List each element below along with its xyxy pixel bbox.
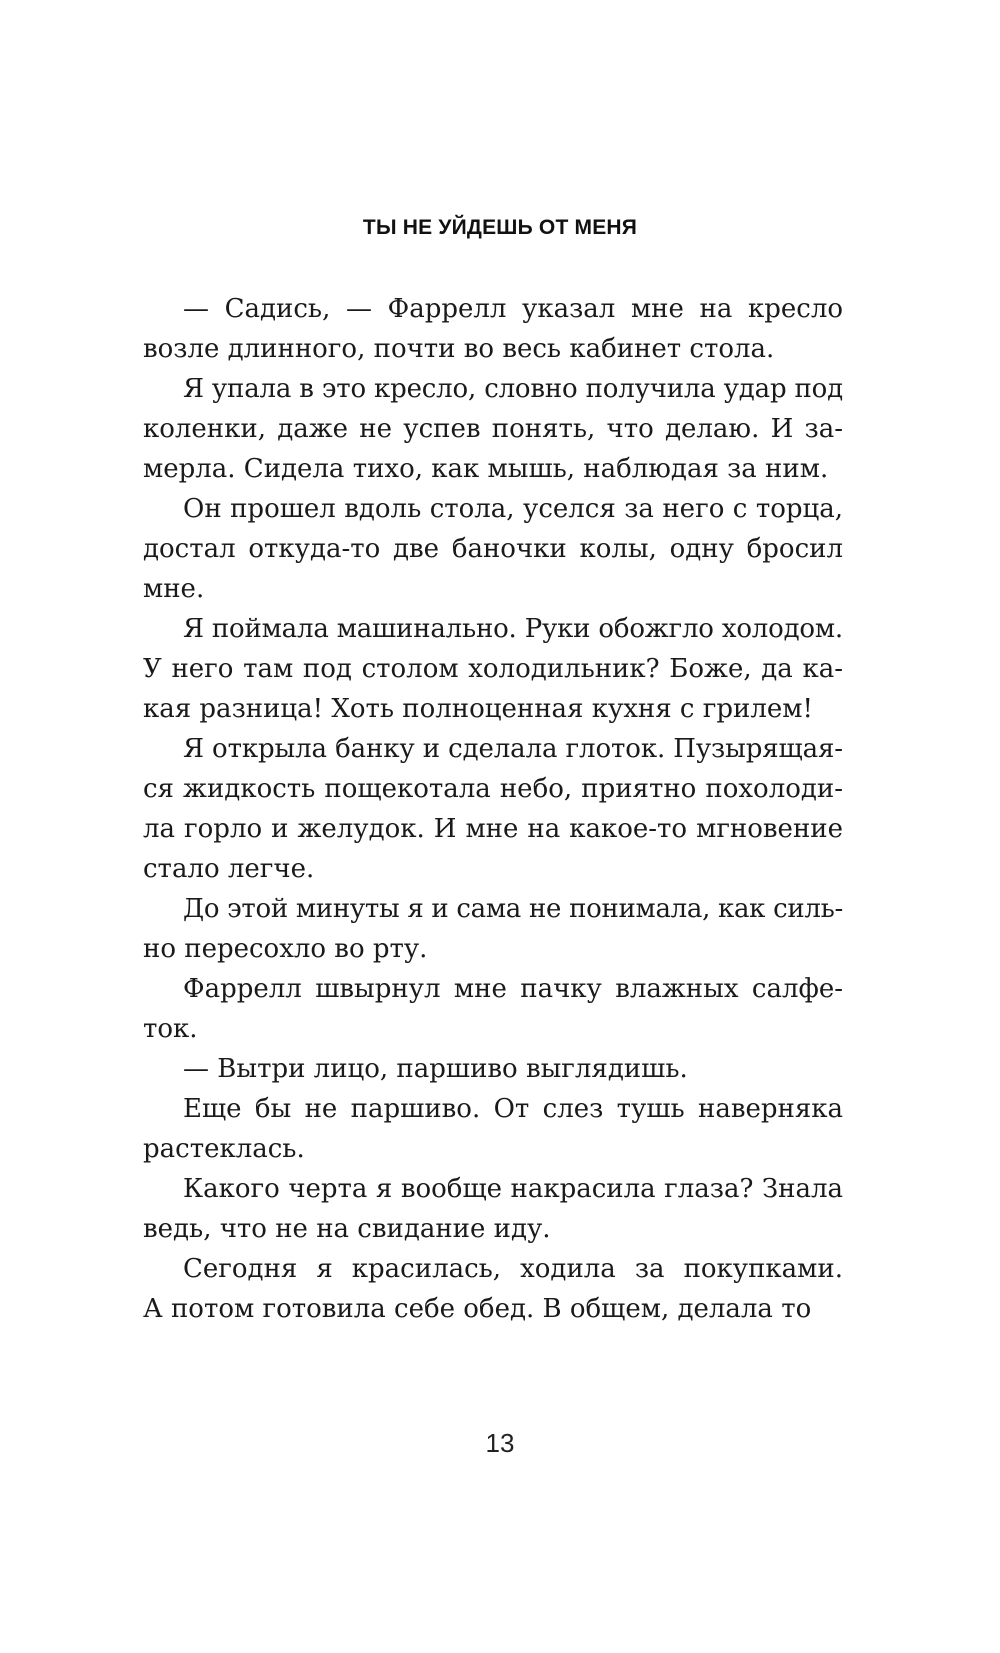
text-line: — Садись, — Фаррелл указал мне на кресло bbox=[183, 294, 843, 324]
body-text bbox=[143, 289, 843, 1329]
text-line: коленки, даже не успев понять, что делаю. И за- bbox=[143, 414, 843, 444]
text-line: стало легче. bbox=[143, 854, 315, 884]
text-line: Я открыла банку и сделала глоток. Пузырящая- bbox=[183, 734, 843, 764]
text-line: Я поймала машинально. Руки обожгло холодом. bbox=[183, 614, 843, 644]
text-line: мерла. Сидела тихо, как мышь, наблюдая за ним. bbox=[143, 454, 829, 484]
text-line: Я упала в это кресло, словно получила удар под bbox=[183, 374, 843, 404]
text-line: — Вытри лицо, паршиво выглядишь. bbox=[183, 1054, 688, 1084]
text-line: но пересохло во рту. bbox=[143, 934, 428, 964]
text-line: кая разница! Хоть полноценная кухня с грилем! bbox=[143, 694, 813, 724]
text-line: ток. bbox=[143, 1014, 198, 1044]
text-line: Фаррелл швырнул мне пачку влажных салфе- bbox=[183, 974, 843, 1004]
text-line: возле длинного, почти во весь кабинет стола. bbox=[143, 334, 775, 364]
text-line: Он прошел вдоль стола, уселся за него с торца, bbox=[183, 494, 843, 524]
text-line: А потом готовила себе обед. В общем, делала то bbox=[143, 1294, 812, 1324]
text-line: У него там под столом холодильник? Боже, да ка- bbox=[143, 654, 843, 684]
text-line: ла горло и желудок. И мне на какое-то мгновение bbox=[143, 814, 843, 844]
text-line: До этой минуты я и сама не понимала, как силь- bbox=[183, 894, 843, 924]
running-header-title: ТЫ НЕ УЙДЕШЬ ОТ МЕНЯ bbox=[362, 216, 638, 239]
text-line: растеклась. bbox=[143, 1134, 305, 1164]
text-line: ведь, что не на свидание иду. bbox=[143, 1214, 551, 1244]
text-line: мне. bbox=[143, 574, 205, 604]
text-line: ся жидкость пощекотала небо, приятно похолоди- bbox=[143, 774, 843, 804]
text-line: Какого черта я вообще накрасила глаза? Знала bbox=[183, 1174, 843, 1204]
text-line: Сегодня я красилась, ходила за покупками. bbox=[183, 1254, 843, 1284]
page-number: 13 bbox=[485, 1428, 515, 1458]
text-line: достал откуда-то две баночки колы, одну бросил bbox=[143, 534, 843, 564]
text-line: Еще бы не паршиво. От слез тушь наверняка bbox=[183, 1094, 843, 1124]
